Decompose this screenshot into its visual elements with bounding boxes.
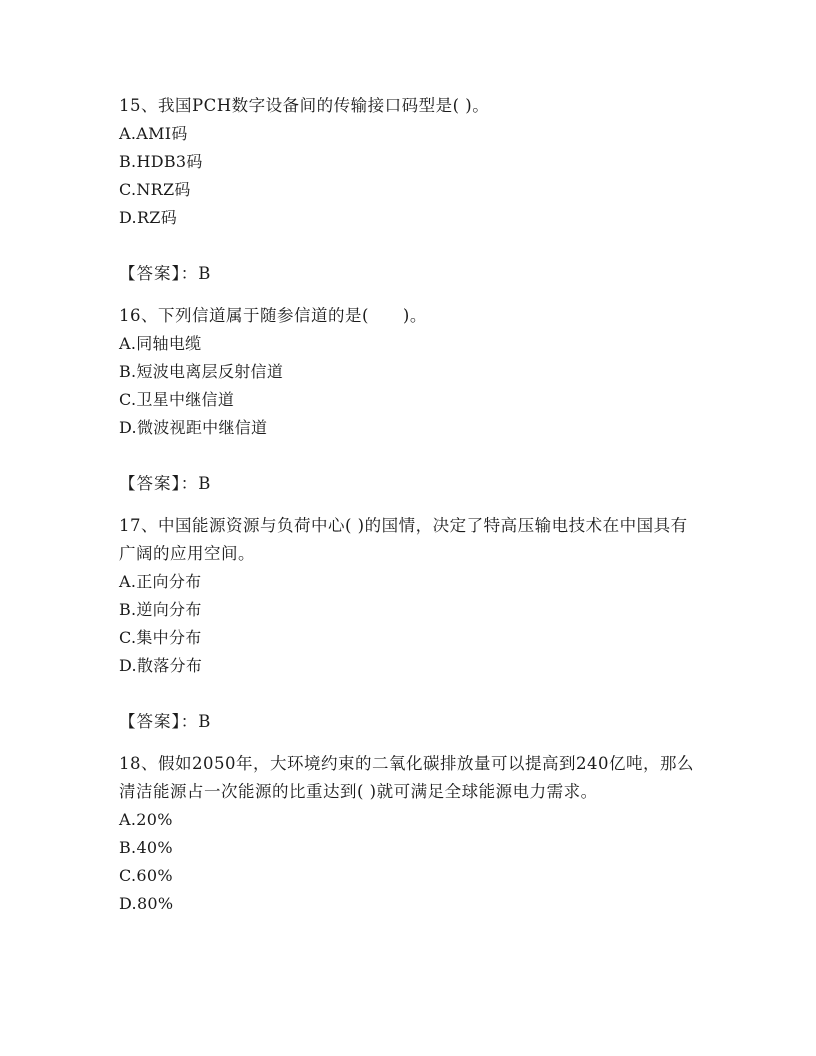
question-stem: 15、我国PCH数字设备间的传输接口码型是( )。 bbox=[119, 96, 490, 115]
option-c: C.卫星中继信道 bbox=[119, 390, 235, 409]
question-stem: 18、假如2050年，大环境约束的二氧化碳排放量可以提高到240亿吨，那么清洁能源占一次能源的比重达到( )就可满足全球能源电力需求。 bbox=[119, 754, 694, 801]
answer-label: 【答案】： bbox=[119, 474, 199, 493]
option-a: A.AMI码 bbox=[119, 124, 188, 143]
option-c: C.60% bbox=[119, 866, 173, 885]
option-d: D.80% bbox=[119, 894, 174, 913]
answer-label: 【答案】： bbox=[119, 712, 199, 731]
answer-label: 【答案】： bbox=[119, 264, 199, 283]
option-b: B.短波电离层反射信道 bbox=[119, 362, 284, 381]
question-15 bbox=[119, 92, 699, 302]
option-d: D.微波视距中继信道 bbox=[119, 418, 268, 437]
answer-value: B bbox=[198, 712, 212, 731]
option-d: D.RZ码 bbox=[119, 208, 178, 227]
option-a: A.同轴电缆 bbox=[119, 334, 202, 353]
answer-line bbox=[119, 260, 699, 288]
question-stem: 17、中国能源资源与负荷中心( )的国情，决定了特高压输电技术在中国具有广阔的应用空间。 bbox=[119, 516, 688, 563]
question-17 bbox=[119, 512, 699, 750]
answer-line bbox=[119, 708, 699, 736]
option-b: B.40% bbox=[119, 838, 173, 857]
option-b: B.逆向分布 bbox=[119, 600, 202, 619]
document-page bbox=[119, 92, 699, 918]
option-b: B.HDB3码 bbox=[119, 152, 203, 171]
option-a: A.正向分布 bbox=[119, 572, 202, 591]
question-stem: 16、下列信道属于随参信道的是( )。 bbox=[119, 306, 427, 325]
question-18 bbox=[119, 750, 699, 918]
option-c: C.集中分布 bbox=[119, 628, 202, 647]
answer-value: B bbox=[198, 264, 212, 283]
answer-line bbox=[119, 470, 699, 498]
question-16 bbox=[119, 302, 699, 512]
option-d: D.散落分布 bbox=[119, 656, 203, 675]
option-c: C.NRZ码 bbox=[119, 180, 191, 199]
option-a: A.20% bbox=[119, 810, 173, 829]
answer-value: B bbox=[198, 474, 212, 493]
